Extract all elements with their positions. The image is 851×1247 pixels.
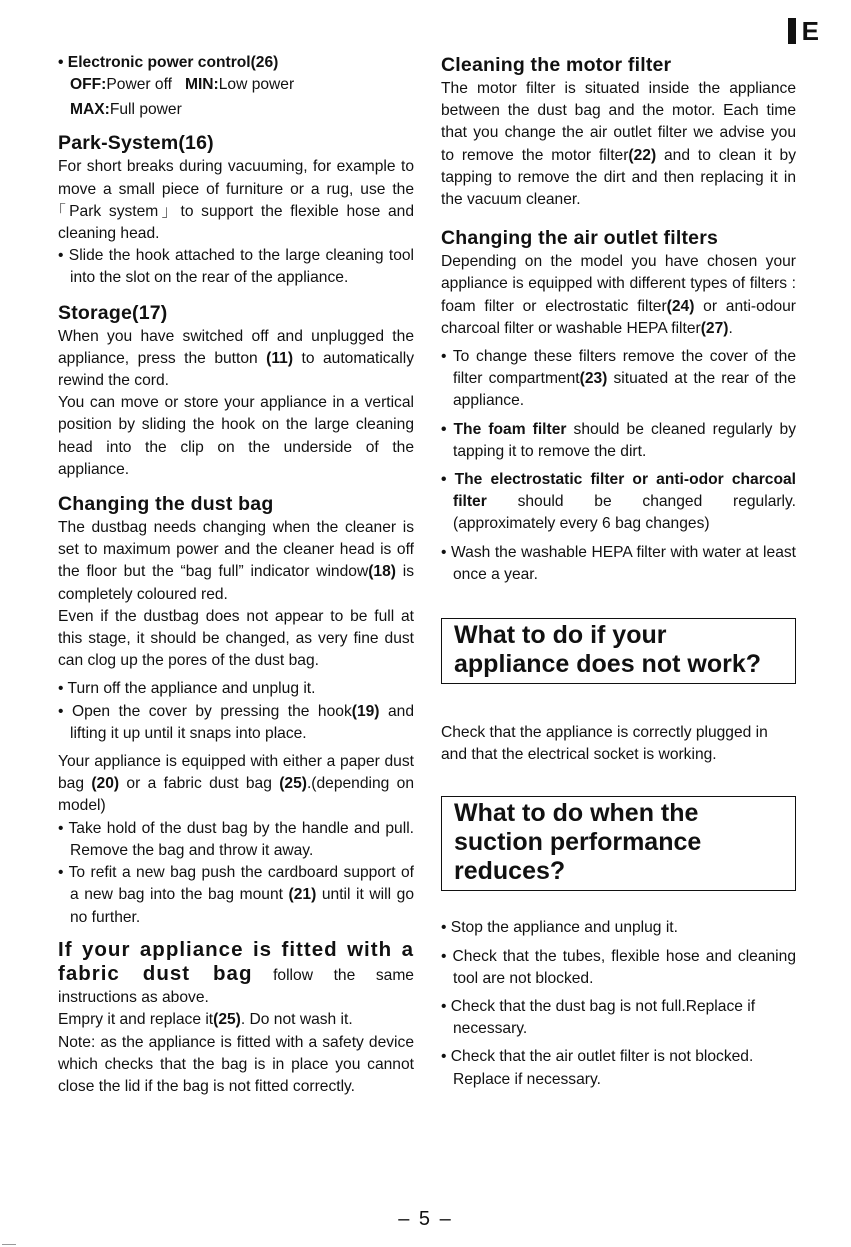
suction-bullet-1: • Stop the appliance and unplug it. [441, 919, 678, 937]
suction-box [441, 796, 796, 891]
air-text: Depending on the model you have chosen your appliance is equipped with different types of filters : foam filter or electrostatic filter(24) or anti-odour charcoal filter or washable HEPA filter(27). [441, 253, 796, 337]
not-working-box [441, 618, 796, 684]
dustbag-bullet-4: • To refit a new bag push the cardboard support of a new bag into the bag mount (21) until it will go no further. [58, 864, 414, 926]
suction-heading: What to do when the suction performance reduces? [454, 799, 702, 886]
page-number: – 5 – [398, 1208, 453, 1230]
storage-text-2: You can move or store your appliance in a vertical position by sliding the hook on the large cleaning head into the clip on the underside of the appliance. [58, 394, 414, 478]
air-bullet-1: • To change these filters remove the cover of the filter compartment(23) situated at the rear of the appliance. [441, 348, 796, 410]
dustbag-text-2: Even if the dustbag does not appear to be full at this stage, it should be changed, as very fine dust can clog up the pores of the dust bag. [58, 607, 414, 670]
air-bullet-3: • The electrostatic filter or anti-odor charcoal filter should be changed regularly. (approximately every 6 bag changes) [441, 471, 796, 533]
fabric-text-2: Note: as the appliance is fitted with a safety device which checks that the bag is in place you cannot close the lid if the bag is not fitted correctly. [58, 1033, 414, 1095]
not-working-heading: What to do if your appliance does not work? [454, 621, 761, 679]
section-tag-bar [788, 18, 796, 44]
storage-text-1: When you have switched off and unplugged the appliance, press the button (11) to automatically rewind the cord. [58, 327, 414, 390]
corner-mark [2, 1244, 16, 1245]
epc-max: MAX:Full power [70, 101, 182, 119]
park-heading: Park-System(16) [58, 132, 214, 155]
park-bullet: • Slide the hook attached to the large cleaning tool into the slot on the rear of the appliance. [58, 247, 414, 287]
park-text: For short breaks during vacuuming, for example to move a small piece of furniture or a rug, use the ｢Park system｣ to support the flexible hose and cleaning head. [58, 158, 414, 243]
right-column [441, 52, 796, 1091]
air-bullet-4: • Wash the washable HEPA filter with water at least once a year. [441, 543, 796, 583]
dustbag-bullet-1: • Turn off the appliance and unplug it. [58, 680, 316, 698]
dustbag-text-3: Your appliance is equipped with either a paper dust bag (20) or a fabric dust bag (25).(depending on model) [58, 753, 414, 815]
section-tag-letter: E [801, 16, 819, 46]
fabric-text-1: Empry it and replace it(25). Do not wash it. [58, 1011, 353, 1029]
motor-text: The motor filter is situated inside the appliance between the dust bag and the motor. Each time that you change the air outlet filter we advise you to remove the motor filter(22) and to clean it by tapping to remove the dirt and then replacing it in the vacuum cleaner. [441, 80, 796, 209]
suction-bullet-3: • Check that the dust bag is not full.Replace if necessary. [441, 998, 756, 1038]
fabric-section: If your appliance is fitted with a fabric dust bag follow the same instructions as above. [58, 937, 414, 1007]
left-column [58, 52, 414, 1098]
air-heading: Changing the air outlet filters [441, 227, 719, 250]
epc-title: • Electronic power control(26) [58, 54, 279, 71]
not-working-text: Check that the appliance is correctly plugged in and that the electrical socket is working. [441, 724, 768, 764]
dustbag-text-1: The dustbag needs changing when the cleaner is set to maximum power and the cleaner head is off the floor but the “bag full” indicator window(18) is completely coloured red. [58, 519, 415, 603]
motor-heading: Cleaning the motor filter [441, 54, 672, 76]
epc-off-min: OFF:Power off MIN:Low power [70, 76, 295, 94]
dustbag-bullet-3: • Take hold of the dust bag by the handle and pull. Remove the bag and throw it away. [58, 819, 414, 859]
suction-bullet-2: • Check that the tubes, flexible hose and cleaning tool are not blocked. [441, 947, 796, 987]
suction-bullet-4: • Check that the air outlet filter is not blocked. Replace if necessary. [441, 1048, 754, 1088]
storage-heading: Storage(17) [58, 301, 168, 324]
dustbag-bullet-2: • Open the cover by pressing the hook(19) and lifting it up until it snaps into place. [58, 702, 414, 742]
section-tag [788, 18, 819, 44]
air-bullet-2: • The foam filter should be cleaned regularly by tapping it to remove the dirt. [441, 420, 796, 460]
dustbag-heading: Changing the dust bag [58, 493, 274, 516]
